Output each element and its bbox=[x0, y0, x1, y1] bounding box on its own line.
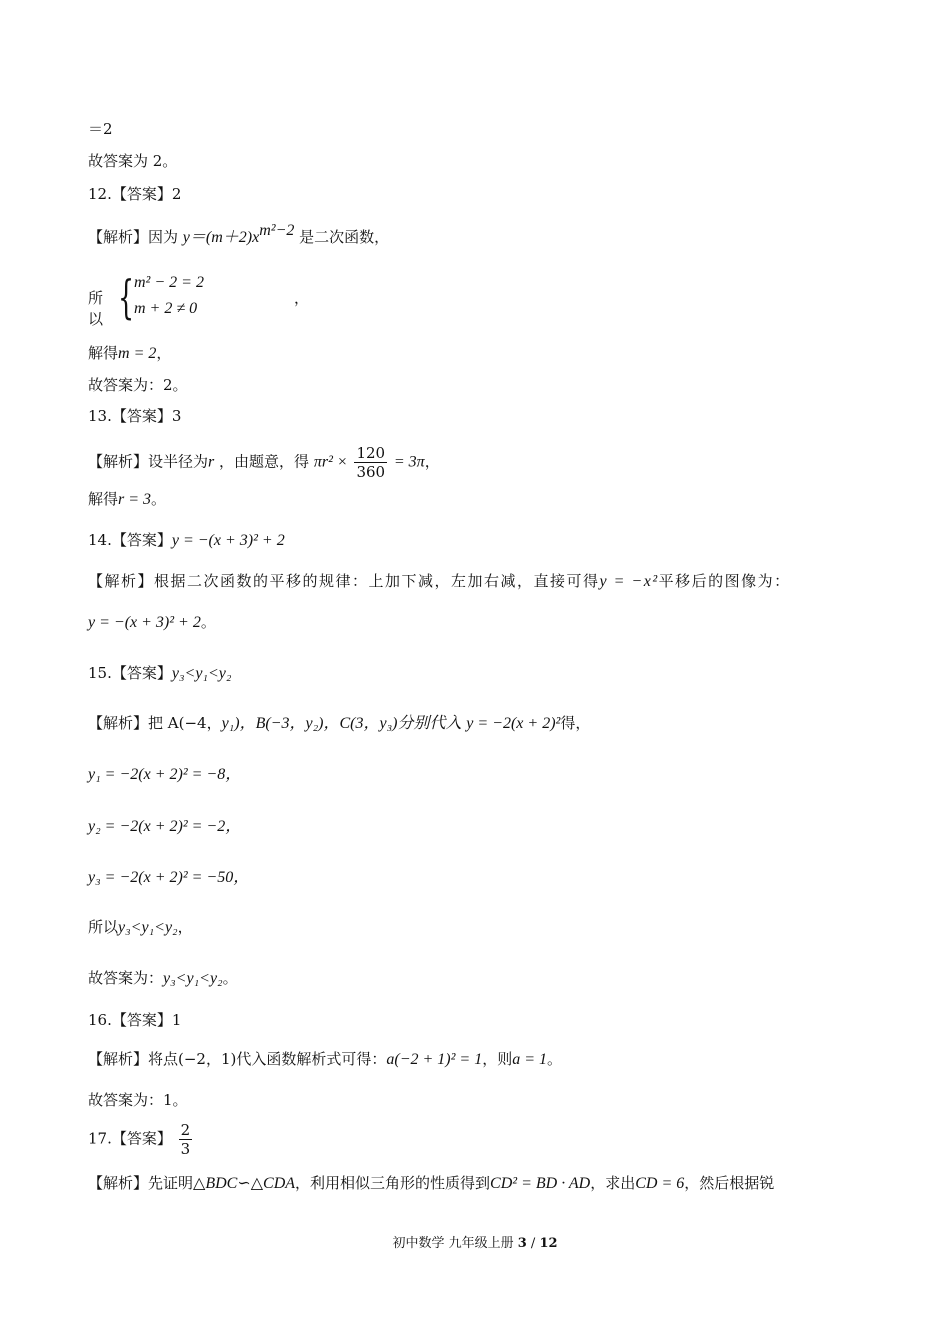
question-12-analysis: 【解析】因为 $y=(m+2)x^{m^2-2}$ 是二次函数， bbox=[88, 222, 390, 246]
question-13-analysis: 【解析】设半径为r ，由题意，得 πr² × $\frac{120}{360}$ = 3π， bbox=[88, 444, 440, 481]
question-16-analysis: 【解析】将点(−2，1)代入函数解析式可得：a(−2 + 1)² = 1，则a = 1。 bbox=[88, 1050, 563, 1068]
footer-subject: 初中数学 九年级上册 bbox=[392, 1236, 514, 1251]
conclusion-line: 所以y₃<y₁<y₂， bbox=[88, 918, 193, 936]
fraction: $\frac{2}{3}$ bbox=[180, 1121, 191, 1158]
answer-line: 故答案为：y₃<y₁<y₂。 bbox=[88, 969, 238, 987]
answer-line: 故答案为：2。 bbox=[88, 376, 188, 394]
question-17-analysis: 【解析】先证明△BDC∽△CDA，利用相似三角形的性质得到CD² = BD · AD，求出CD = 6，然后根据锐 bbox=[88, 1174, 775, 1192]
question-16-answer: 16.【答案】1 bbox=[88, 1011, 182, 1029]
question-14-answer: 14.【答案】y = −(x + 3)² + 2 bbox=[88, 531, 285, 549]
solve-line: 解得r = 3。 bbox=[88, 490, 167, 508]
answer-line: 故答案为：1。 bbox=[88, 1091, 188, 1109]
question-15-analysis: 【解析】把 A(−4，y₁)，B(−3，y₂)，C(3，y₃)分别代入 y = −2(x + 2)²得， bbox=[88, 714, 591, 732]
formula-line: y₃ = −2(x + 2)² = −50， bbox=[88, 869, 250, 886]
result-line: ＝2 bbox=[88, 120, 113, 138]
page-number: 3 bbox=[517, 1236, 527, 1251]
formula-line: y = −(x + 3)² + 2。 bbox=[88, 613, 216, 631]
question-12-answer: 12.【答案】2 bbox=[88, 185, 182, 203]
formula-line: y₂ = −2(x + 2)² = −2， bbox=[88, 818, 242, 835]
question-17-answer: 17.【答案】 $\frac{2}{3}$ bbox=[88, 1121, 191, 1158]
page-total: 12 bbox=[539, 1236, 558, 1251]
question-14-analysis: 【解析】根据二次函数的平移的规律：上加下减，左加右减，直接可得y = −x²平移后的图像为： bbox=[88, 572, 791, 590]
solve-line: 解得m = 2， bbox=[88, 344, 172, 362]
question-15-answer: 15.【答案】y₃<y₁<y₂ bbox=[88, 664, 232, 682]
question-13-answer: 13.【答案】3 bbox=[88, 407, 182, 425]
formula-line: y₁ = −2(x + 2)² = −8， bbox=[88, 766, 242, 783]
page-footer: 初中数学 九年级上册 3 / 12 bbox=[392, 1236, 558, 1251]
answer-line: 故答案为 2。 bbox=[88, 152, 178, 170]
fraction: $\frac{120}{360}$ bbox=[356, 444, 386, 481]
